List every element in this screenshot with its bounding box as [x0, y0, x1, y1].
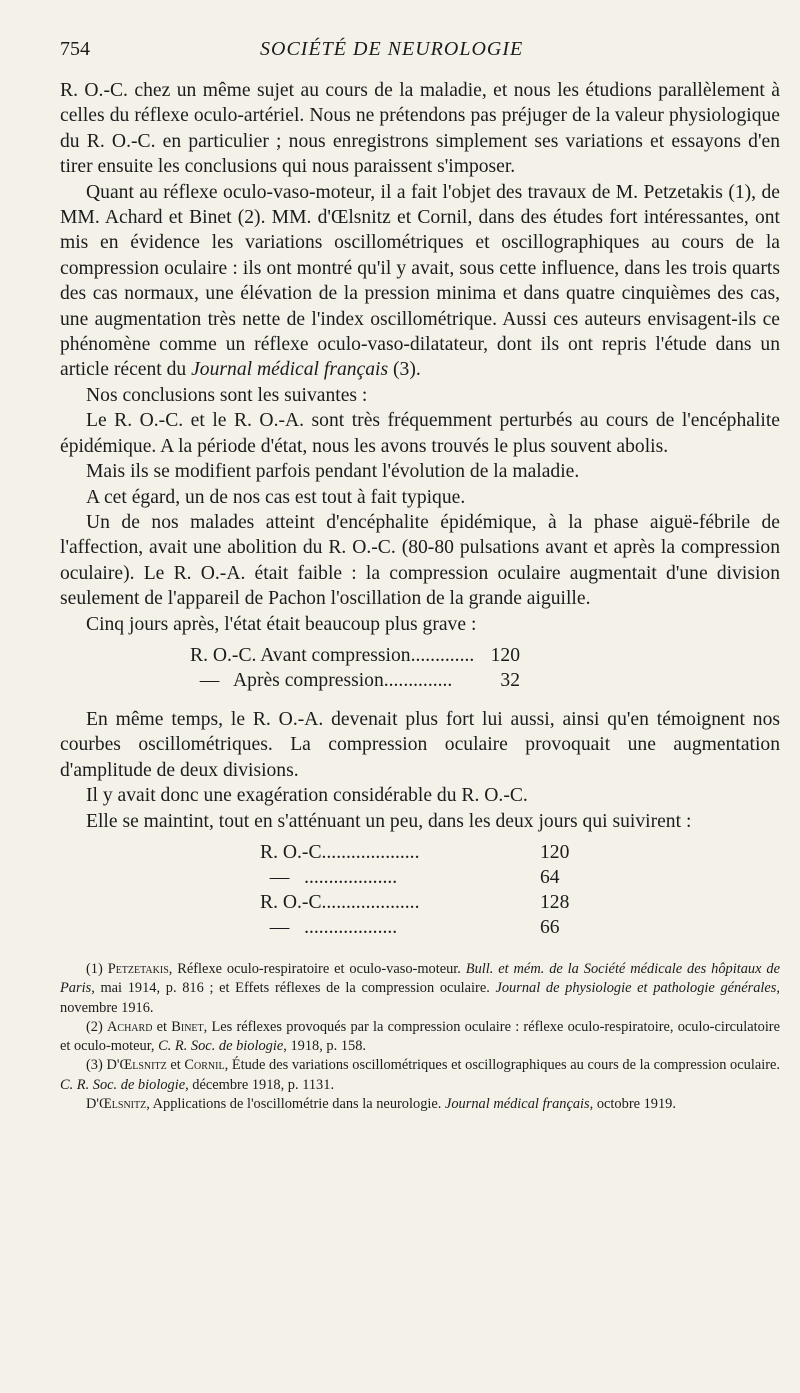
paragraph: Il y avait donc une exagération considérable du R. O.-C. — [86, 785, 528, 807]
footnote-3: (3) D'Œlsnitz et Cornil, Étude des variations oscillométriques et oscillographiques au cours de la compression oculaire. C. R. Soc. de biologie, décembre 1918, p. 1131. — [60, 1057, 780, 1093]
pulse-table-2 — [60, 840, 780, 940]
paragraph: En même temps, le R. O.-A. devenait plus fort lui aussi, ainsi qu'en témoignent nos courbes oscillométriques. La compression oculaire provoquait une augmentation d'amplitude de deux divisions. — [60, 708, 780, 781]
paragraph: Quant au réflexe oculo-vaso-moteur, il a fait l'objet des travaux de M. Petzetakis (1), de MM. Achard et Binet (2). MM. d'Œlsnitz et Cornil, dans des études fort intéressantes, ont mis en évidence les variations oscillométriques et oscillographiques au cours de la compression oculaire : ils ont montré qu'il y avait, sous cette influence, dans les trois quarts des cas normaux, une élévation de la pression minima et dans quatre cinquièmes des cas, une augmentation très nette de l'index oscillométrique. Aussi ces auteurs envisagent-ils ce phénomène comme un réflexe oculo-vaso-dilatateur, dont ils ont repris l'étude dans un article récent du Journal médical français (3). — [60, 181, 780, 381]
journal-reference: Journal médical français — [191, 359, 389, 381]
row-value: 120 — [490, 644, 520, 666]
table-row — [60, 865, 780, 890]
running-head — [60, 38, 780, 78]
paragraph: Nos conclusions sont les suivantes : — [86, 384, 368, 406]
journal-title: SOCIÉTÉ DE NEUROLOGIE — [260, 38, 524, 60]
pulse-table-1 — [60, 643, 780, 693]
footnotes — [60, 960, 780, 1114]
body-text — [60, 78, 780, 940]
footnote-2: (2) Achard et Binet, Les réflexes provoqués par la compression oculaire : réflexe oculo-respiratoire, oculo-circulatoire et oculo-moteur, C. R. Soc. de biologie, 1918, p. 158. — [60, 1018, 780, 1055]
row-label: R. O.-C. Avant compression............. — [190, 644, 475, 666]
row-value: 66 — [540, 916, 560, 938]
paragraph: Un de nos malades atteint d'encéphalite épidémique, à la phase aiguë-fébrile de l'affection, avait une abolition du R. O.-C. (80-80 pulsations avant et après la compression oculaire). Le R. O.-A. était faible : la compression oculaire augmentait d'une division seulement de l'appareil de Pachon l'oscillation de la grande aiguille. — [60, 511, 780, 610]
footnote-4: D'Œlsnitz, Applications de l'oscillométrie dans la neurologie. Journal médical français, octobre 1919. — [86, 1096, 676, 1113]
table-row — [60, 643, 780, 668]
table-row — [60, 915, 780, 940]
paragraph: Elle se maintint, tout en s'atténuant un peu, dans les deux jours qui suivirent : — [86, 810, 692, 832]
table-row — [60, 890, 780, 915]
row-label: — ................... — [260, 916, 398, 938]
row-value: 32 — [500, 669, 520, 691]
paragraph: Cinq jours après, l'état était beaucoup plus grave : — [86, 613, 477, 635]
paragraph: A cet égard, un de nos cas est tout à fait typique. — [86, 486, 466, 508]
row-value: 64 — [540, 866, 560, 888]
page-number: 754 — [60, 38, 90, 60]
paragraph: R. O.-C. chez un même sujet au cours de la maladie, et nous les étudions parallèlement à celles du réflexe oculo-artériel. Nous ne prétendons pas préjuger de la valeur physiologique du R. O.-C. en particulier ; nous enregistrons simplement ses variations et essayons d'en tirer ensuite les conclusions qui nous paraissent s'imposer. — [60, 80, 780, 178]
footnote-1: (1) Petzetakis, Réflexe oculo-respiratoire et oculo-vaso-moteur. Bull. et mém. de la Société médicale des hôpitaux de Paris, mai 1914, p. 816 ; et Effets réflexes de la compression oculaire. Journal de physiologie et pathologie générales, novembre 1916. — [60, 960, 780, 1016]
row-value: 128 — [540, 891, 570, 913]
row-label: R. O.-C.................... — [260, 841, 420, 863]
row-label: — Après compression.............. — [190, 669, 453, 691]
paragraph: Mais ils se modifient parfois pendant l'évolution de la maladie. — [86, 461, 580, 483]
table-row — [60, 668, 780, 693]
row-label: — ................... — [260, 866, 398, 888]
journal-page — [60, 38, 780, 1114]
row-label: R. O.-C.................... — [260, 891, 420, 913]
row-value: 120 — [540, 841, 570, 863]
paragraph: Le R. O.-C. et le R. O.-A. sont très fréquemment perturbés au cours de l'encéphalite épidémique. A la période d'état, nous les avons trouvés le plus souvent abolis. — [60, 410, 780, 457]
table-row — [60, 840, 780, 865]
